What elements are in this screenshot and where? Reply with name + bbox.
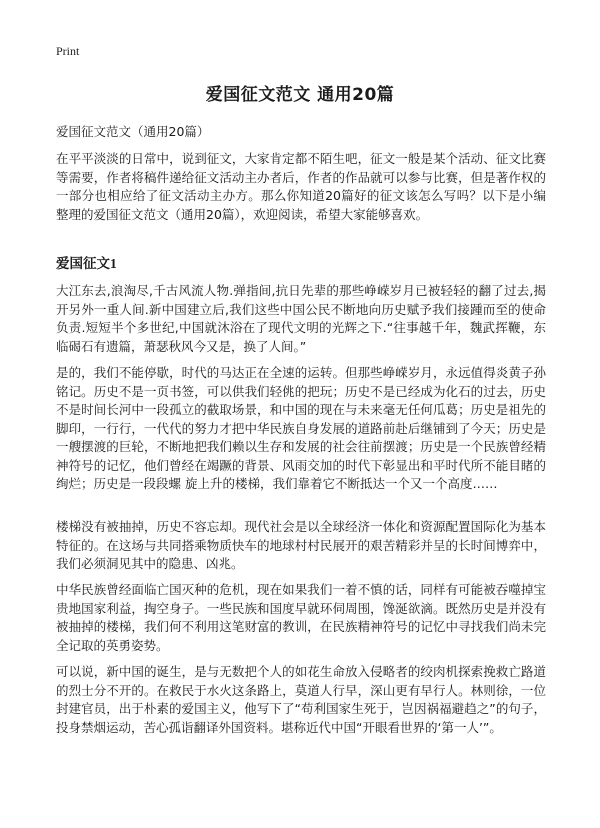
print-link[interactable]: Print [56,44,80,58]
document-title: 爱国征文范文 通用20篇 [205,85,395,105]
intro-paragraph: 在平平淡淡的日常中，说到征文，大家肯定都不陌生吧，征文一般是某个活动、征文比赛等需要，作者将稿件递给征文活动主办者后，作者的作品就可以参与比赛，但是著作权的一部分也相应给了征文活动主办方。那么你知道20篇好的征文该怎么写吗？以下是小编整理的爱国征文范文（通用20篇），欢迎阅读，希望大家能够喜欢。 [56,151,546,222]
body-paragraph-2: 是的，我们不能停歇，时代的马达正在全速的运转。但那些峥嵘岁月，永远值得炎黄子孙铭记。历史不是一页书签，可以供我们轻佻的把玩；历史不是已经成为化石的过去，历史不是时间长河中一段孤立的截取场景，和中国的现在与未来毫无任何瓜葛；历史是祖先的脚印，一行行，一代代的努力才把中华民族自身发展的道路前赴后继铺到了今天；历史是一艘摆渡的巨轮，不断地把我们赖以生存和发展的社会往前摆渡；历史是一个民族曾经精神符号的记忆，他们曾经在竭蹶的背景、风雨交加的时代下彰显出和平时代所不能目睹的绚烂；历史是一段段螺 旋上升的楼梯，我们靠着它不断抵达一个又一个高度…… [56,365,546,491]
body-paragraph-4: 中华民族曾经面临亡国灭种的危机，现在如果我们一着不慎的话，同样有可能被吞噬掉宝贵地国家利益，掏空身子。一些民族和国度早就环伺周围，馋涎欲滴。既然历史是并没有被抽掉的楼梯，我们何不利用这笔财富的教训，在民族精神符号的记忆中寻找我们尚未完全记取的英勇姿势。 [56,582,546,653]
body-paragraph-1: 大江东去,浪淘尽,千古风流人物.弹指间,抗日先辈的那些峥嵘岁月已被轻轻的翻了过去,揭开另外一重人间.新中国建立后,我们这些中国公民不断地向历史赋予我们接踵而至的使命负责.短短半个多世纪,中国就沐浴在了现代文明的光辉之下.“往事越千年，魏武挥鞭，东临碣石有遗篇，萧瑟秋风今又是，换了人间。” [56,283,546,354]
body-paragraph-3: 楼梯没有被抽掉，历史不容忘却。现代社会是以全球经济一体化和资源配置国际化为基本特征的。在这场与共同搭乘物质快车的地球村村民展开的艰苦精彩并呈的长时间博弈中，我们必须洞见其中的隐患、凶兆。 [56,519,546,571]
section-heading: 爱国征文1 [56,256,117,271]
document-subtitle: 爱国征文范文（通用20篇） [56,124,210,139]
body-paragraph-5: 可以说，新中国的诞生，是与无数把个人的如花生命放入侵略者的绞肉机探索挽救亡路道的烈士分不开的。在救民于水火这条路上，莫道人行早，深山更有早行人。林则徐，一位封建官员，出于朴素的爱国主义，他写下了“苟利国家生死于，岂因祸福避趋之”的句子，投身禁烟运动，苦心孤诣翻译外国资料。堪称近代中国“开眼看世界的‘第一人’”。 [56,664,546,735]
